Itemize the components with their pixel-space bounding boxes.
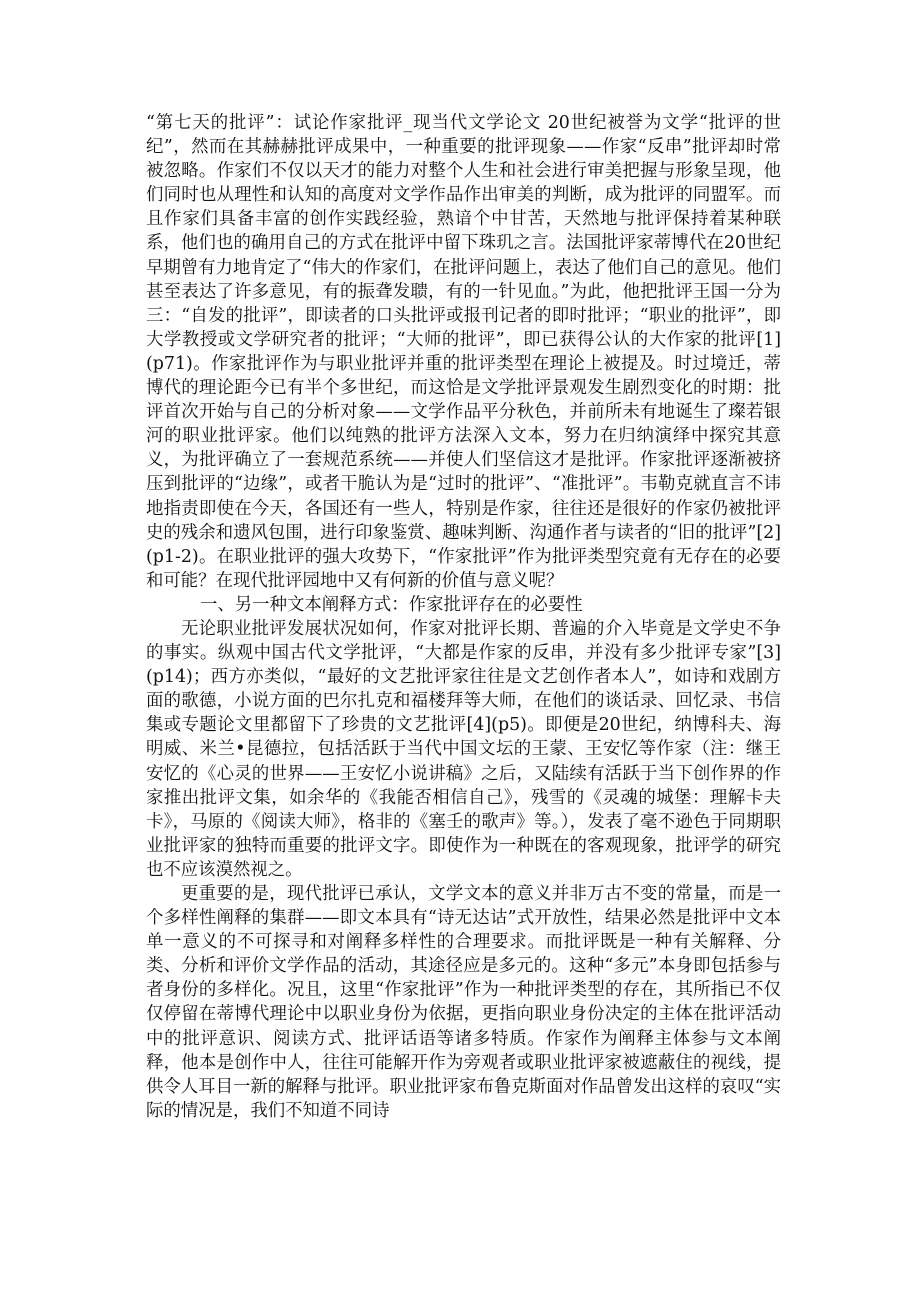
- intro-paragraph: “第七天的批评”：试论作家批评_现当代文学论文 20世纪被誉为文学“批评的世纪”，然而在其赫赫批评成果中，一种重要的批评现象——作家“反串”批评却时常被忽略。作家们不仅以天才的能力对整个人生和社会进行审美把握与形象呈现，他们同时也从理性和认知的高度对文学作品作出审美的判断，成为批评的同盟军。而且作家们具备丰富的创作实践经验，熟谙个中甘苦，天然地与批评保持着某种联系，他们也的确用自己的方式在批评中留下珠玑之言。法国批评家蒂博代在20世纪早期曾有力地肯定了“伟大的作家们，在批评问题上，表达了他们自己的意见。他们甚至表达了许多意见，有的振聋发聩，有的一针见血。”为此，他把批评王国一分为三：“自发的批评”，即读者的口头批评或报刊记者的即时批评；“职业的批评”，即大学教授或文学研究者的批评；“大师的批评”，即已获得公认的大作家的批评[1](p71)。作家批评作为与职业批评并重的批评类型在理论上被提及。时过境迁，蒂博代的理论距今已有半个多世纪，而这恰是文学批评景观发生剧烈变化的时期：批评首次开始与自己的分析对象——文学作品平分秋色，并前所未有地诞生了璨若银河的职业批评家。他们以纯熟的批评方法深入文本，努力在归纳演绎中探究其意义，为批评确立了一套规范系统——并使人们坚信这才是批评。作家批评逐渐被挤压到批评的“边缘”，或者干脆认为是“过时的批评”、“准批评”。韦勒克就直言不讳地指责即使在今天，各国还有一些人，特别是作家，往往还是很好的作家仍被批评史的残余和遗风包围，进行印象鉴赏、趣味判断、沟通作者与读者的“旧的批评”[2](p1-2)。在职业批评的强大攻势下，“作家批评”作为批评类型究竟有无存在的必要和可能？在现代批评园地中又有何新的价值与意义呢？: [146, 113, 781, 591]
- section-heading: 一、另一种文本阐释方式：作家批评存在的必要性: [200, 594, 583, 615]
- body-paragraph: 更重要的是，现代批评已承认，文学文本的意义并非万古不变的常量，而是一个多样性阐释的集群——即文本具有“诗无达诂”式开放性，结果必然是批评中文本单一意义的不可探寻和对阐释多样性的合理要求。而批评既是一种有关解释、分类、分析和评价文学作品的活动，其途径应是多元的。这种“多元”本身即包括参与者身份的多样化。况且，这里“作家批评”作为一种批评类型的存在，其所指已不仅仅停留在蒂博代理论中以职业身份为依据，更指向职业身份决定的主体在批评活动中的批评意识、阅读方式、批评话语等诸多特质。作家作为阐释主体参与文本阐释，他本是创作中人，往往可能解开作为旁观者或职业批评家被遮蔽住的视线，提供令人耳目一新的解释与批评。职业批评家布鲁克斯面对作品曾发出这样的哀叹“实际的情况是，我们不知道不同诗: [146, 884, 781, 1121]
- article-body: [146, 111, 781, 1123]
- body-paragraph: 无论职业批评发展状况如何，作家对批评长期、普遍的介入毕竟是文学史不争的事实。纵观中国古代文学批评，“大都是作家的反串，并没有多少批评专家”[3](p14)；西方亦类似，“最好的文艺批评家往往是文艺创作者本人”，如诗和戏剧方面的歌德，小说方面的巴尔扎克和福楼拜等大师，在他们的谈话录、回忆录、书信集或专题论文里都留下了珍贵的文艺批评[4](p5)。即便是20世纪，纳博科夫、海明威、米兰•昆德拉，包括活跃于当代中国文坛的王蒙、王安忆等作家（注：继王安忆的《心灵的世界——王安忆小说讲稿》之后，又陆续有活跃于当下创作界的作家推出批评文集，如余华的《我能否相信自己》，残雪的《灵魂的城堡：理解卡夫卡》，马原的《阅读大师》，格非的《塞壬的歌声》等。），发表了毫不逊色于同期职业批评家的独特而重要的批评文字。即使作为一种既在的客观现象，批评学的研究也不应该漠然视之。: [146, 618, 781, 880]
